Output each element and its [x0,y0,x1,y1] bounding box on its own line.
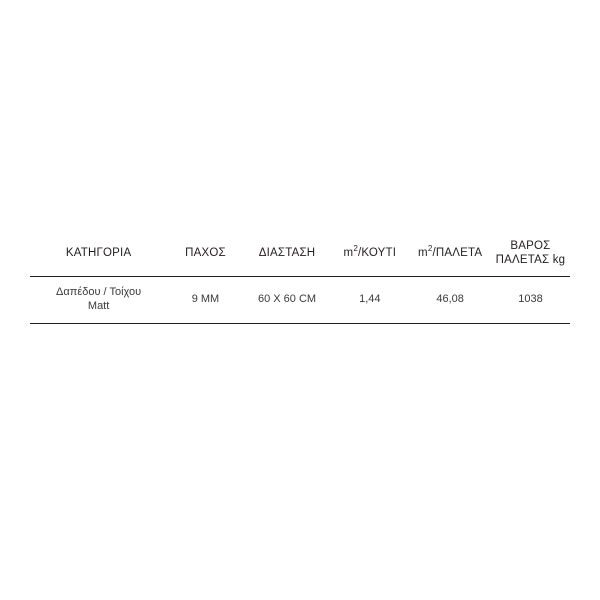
column-header-sqm-per-box [330,235,409,277]
sqm-per-pallet-prefix: m [418,247,428,259]
category-line1: Δαπέδου / Τοίχου [56,286,142,298]
table-header [30,235,570,277]
column-header-dimension: ΔΙΑΣΤΑΣΗ [244,235,331,277]
column-header-sqm-per-pallet [409,235,491,277]
table-header-row [30,235,570,277]
cell-pallet-weight: 1038 [491,277,570,324]
sqm-per-box-suffix: /ΚΟΥΤΙ [357,247,397,259]
pallet-weight-line2: ΠΑΛΕΤΑΣ kg [495,254,566,266]
specification-table [30,235,570,324]
sqm-per-pallet-exponent: 2 [427,244,433,254]
cell-sqm-per-box: 1,44 [330,277,409,324]
column-header-thickness: ΠΑΧΟΣ [167,235,243,277]
cell-sqm-per-pallet: 46,08 [409,277,491,324]
pallet-weight-line1: ΒΑΡΟΣ [510,240,551,252]
column-header-pallet-weight [491,235,570,277]
sqm-per-pallet-suffix: /ΠΑΛΕΤΑ [432,247,483,259]
table-row [30,277,570,324]
column-header-category: ΚΑΤΗΓΟΡΙΑ [30,235,167,277]
sqm-per-box-exponent: 2 [353,244,358,254]
specification-table-container [30,235,570,324]
cell-category [30,277,167,324]
cell-dimension: 60 X 60 CM [244,277,331,324]
category-line2: Matt [87,300,110,312]
sqm-per-box-prefix: m [343,247,354,259]
cell-thickness: 9 ΜΜ [167,277,243,324]
table-body [30,277,570,324]
